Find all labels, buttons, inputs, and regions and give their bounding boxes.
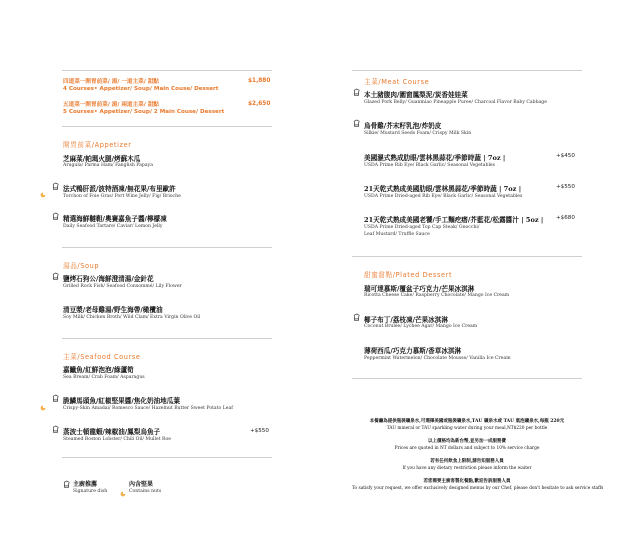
- nut-icon: [40, 183, 46, 189]
- soup-item-2-en: Soy Milk/ Chicken Broth/ Wild Clam/ Extra Virgin Olive Oil: [63, 315, 201, 320]
- legend-signature-en: Signature dish: [73, 489, 108, 494]
- note-price-en: Prices are quoted in NT dollars and subject to 10% service charge: [394, 446, 540, 451]
- chef-hat-icon: [353, 88, 360, 97]
- note-price-zh: 以上價格均為新台幣,並另加一成服務費: [427, 439, 507, 444]
- meat-item-4-price: +$550: [556, 184, 575, 190]
- note-chef-zh: 若您需要主廚客製化餐點,歡迎告訴服務人員: [423, 479, 511, 484]
- course-4-zh: 四道菜一開胃前菜/ 湯/ 一道主菜/ 甜點: [63, 79, 159, 85]
- appetizer-item-2-en: Torchon of Foie Gras/ Port Wine Jelly/ Fig/ Brioche: [63, 194, 181, 199]
- soup-item-2-zh: 清豆漿/老母雞湯/野生海帶/橄欖油: [63, 306, 163, 314]
- seafood-item-3-en: Steamed Boston Lobster/ Chili Oil/ Mullet Roe: [63, 437, 171, 442]
- meat-item-4-en: USDA Prime Dried-aged Rib Eye/ Black Garlic/ Seasonal Vegetables: [364, 194, 523, 199]
- course-5-price: $2,650: [248, 101, 271, 107]
- meat-item-1-zh: 本土豬腹肉/圍窗鳳梨泥/炭香娃娃菜: [364, 91, 468, 99]
- meat-item-1-en: Glazed Pork Belly/ Guanmiao Pineapple Puree/ Charcoal Flavor Baby Cabbage: [364, 100, 547, 105]
- note-diet-en: If you have any dietary restriction please inform the waiter: [402, 466, 532, 471]
- note-water-zh: 本餐廳為提供瓶裝礦泉水,可選擇美國或瓶裝礦泉水,TAU 礦泉水或 TAU 氣泡礦泉水,每瓶 220元: [369, 419, 565, 424]
- dessert-heading: 甜蜜甜點/Plated Dessert: [364, 271, 453, 279]
- course-4-en: 4 Courses• Appetizer/ Soup/ Main Couse/ Dessert: [63, 86, 219, 92]
- dessert-item-1-zh: 瑞可達慕斯/覆盆子巧克力/芒果冰淇淋: [364, 285, 475, 293]
- nut-icon: [40, 396, 46, 402]
- legend-nuts-en: Contains nuts: [129, 489, 162, 494]
- seafood-heading: 主菜/Seafood Course: [63, 353, 141, 361]
- chef-hat-icon: [52, 425, 59, 434]
- appetizer-item-2-zh: 法式鴨肝派/波特酒凍/無花果/布里歐許: [63, 185, 176, 193]
- seafood-item-1-zh: 嘉鱲魚/紅鮮泡泡/綠蘆筍: [63, 366, 134, 374]
- chef-hat-icon: [52, 212, 59, 221]
- soup-heading: 湯品/Soup: [63, 262, 100, 270]
- meat-item-2-zh: 烏骨雞/芥末籽乳泡/炸奶皮: [364, 122, 442, 130]
- dessert-item-3-en: Peppermint Watermelon/ Chocolate Mousse/ Vanilla Ice Cream: [364, 356, 511, 361]
- meat-item-4-zh: 21天乾式熟成美國肋眼/雲林黑蒜花/季節時蔬 | 7oz |: [364, 185, 522, 193]
- soup-item-1-zh: 鹽烤石狗公/海鮮澄清湯/金針花: [63, 275, 154, 283]
- dessert-item-2-zh: 椰子布丁/荔枝凍/芒果冰淇淋: [364, 316, 448, 324]
- appetizer-item-3-en: Daily Seafood Tartare/ Caviar/ Lemon Jelly: [63, 224, 163, 229]
- meat-item-5-price: +$680: [556, 215, 575, 221]
- appetizer-item-3-zh: 精選海鮮韃靼/奧賽嘉魚子醬/檸檬凍: [63, 215, 167, 223]
- appetizer-heading: 開胃前菜/Appetizer: [63, 141, 132, 149]
- meat-item-3-price: +$450: [556, 153, 575, 159]
- chef-hat-icon: [63, 480, 70, 489]
- meat-item-5-zh: 21天乾式熟成美國老饕/手工麵疙瘩/芥藍花/松露醬汁 | 5oz |: [364, 216, 544, 224]
- course-4-price: $1,880: [248, 78, 271, 84]
- meat-item-2-en: Silkie/ Mustard Seeds Foam/ Crispy Milk Skin: [364, 131, 472, 136]
- chef-hat-icon: [353, 119, 360, 128]
- seafood-item-1-en: Sea Bream/ Crab Foam/ Asparagus: [63, 375, 145, 380]
- seafood-item-2-zh: 脆鱗馬頭魚/紅椒堅果醬/焦化奶油地瓜葉: [63, 397, 180, 405]
- soup-item-1-en: Grilled Rock Fish/ Seafood Consommé/ Lily Flower: [63, 284, 182, 289]
- chef-hat-icon: [52, 394, 59, 403]
- note-diet-zh: 若有任何飲食上限制,請告知服務人員: [430, 459, 504, 464]
- course-5-en: 5 Courses• Appetizer/ Soup/ 2 Main Couse/ Dessert: [63, 109, 225, 115]
- note-chef-en: To satisfy your request, we offer exclusively designed menus by our Chef, please don't hesitate to ask service staffs: [352, 486, 604, 491]
- notes-block: [352, 418, 604, 491]
- meat-item-5-en: USDA Prime Dried-aged Top Cap Steak/ Gnocchi/: [364, 225, 480, 230]
- dessert-item-1-en: Ricotta Cheese Cake/ Raspberry Chocolate/ Mango Ice Cream: [364, 293, 510, 298]
- appetizer-item-1-zh: 芝麻菜/帕瑪火腿/烤蘇木瓜: [63, 155, 141, 163]
- chef-hat-icon: [52, 182, 59, 191]
- seafood-item-2-en: Crispy-Skin Amadai/ Romesco Sauce/ Hazelnut Butter Sweet Potato Leaf: [63, 406, 233, 411]
- chef-hat-icon: [353, 313, 360, 322]
- dessert-item-2-en: Coconut Brulée/ Lychee Agar/ Mango Ice Cream: [364, 324, 478, 329]
- nut-icon: [120, 482, 126, 488]
- meat-heading: 主菜/Meat Course: [364, 78, 430, 86]
- appetizer-item-1-en: Arugula/ Parma Ham/ Fanglish Papaya: [63, 163, 153, 168]
- meat-item-5-en2: Leaf Mustard/ Truffle Sauce: [364, 232, 430, 237]
- course-5-zh: 五道菜一開胃前菜/ 湯/ 兩道主菜/ 甜點: [63, 102, 159, 108]
- legend-signature-zh: 主廚推薦: [73, 481, 98, 488]
- seafood-item-3-zh: 蒸波士頓龍蝦/辣椒油/鳳梨烏魚子: [63, 428, 161, 436]
- dessert-item-3-zh: 薄荷西瓜/巧克力慕斯/香草冰淇淋: [364, 347, 462, 355]
- seafood-item-3-price: +$550: [250, 428, 269, 434]
- meat-item-3-en: USDA Prime Rib Eye/ Black Garlic/ Seasonal Vegetables: [364, 163, 495, 168]
- chef-hat-icon: [52, 272, 59, 281]
- note-water-en: TAU mineral or TAU sparkling water during your meal,NT$220 per bottle: [386, 426, 548, 431]
- legend-nuts-zh: 內含堅果: [129, 481, 154, 488]
- meat-item-3-zh: 美國濕式熟成肋眼/雲林黑蒜花/季節時蔬 | 7oz |: [364, 154, 506, 162]
